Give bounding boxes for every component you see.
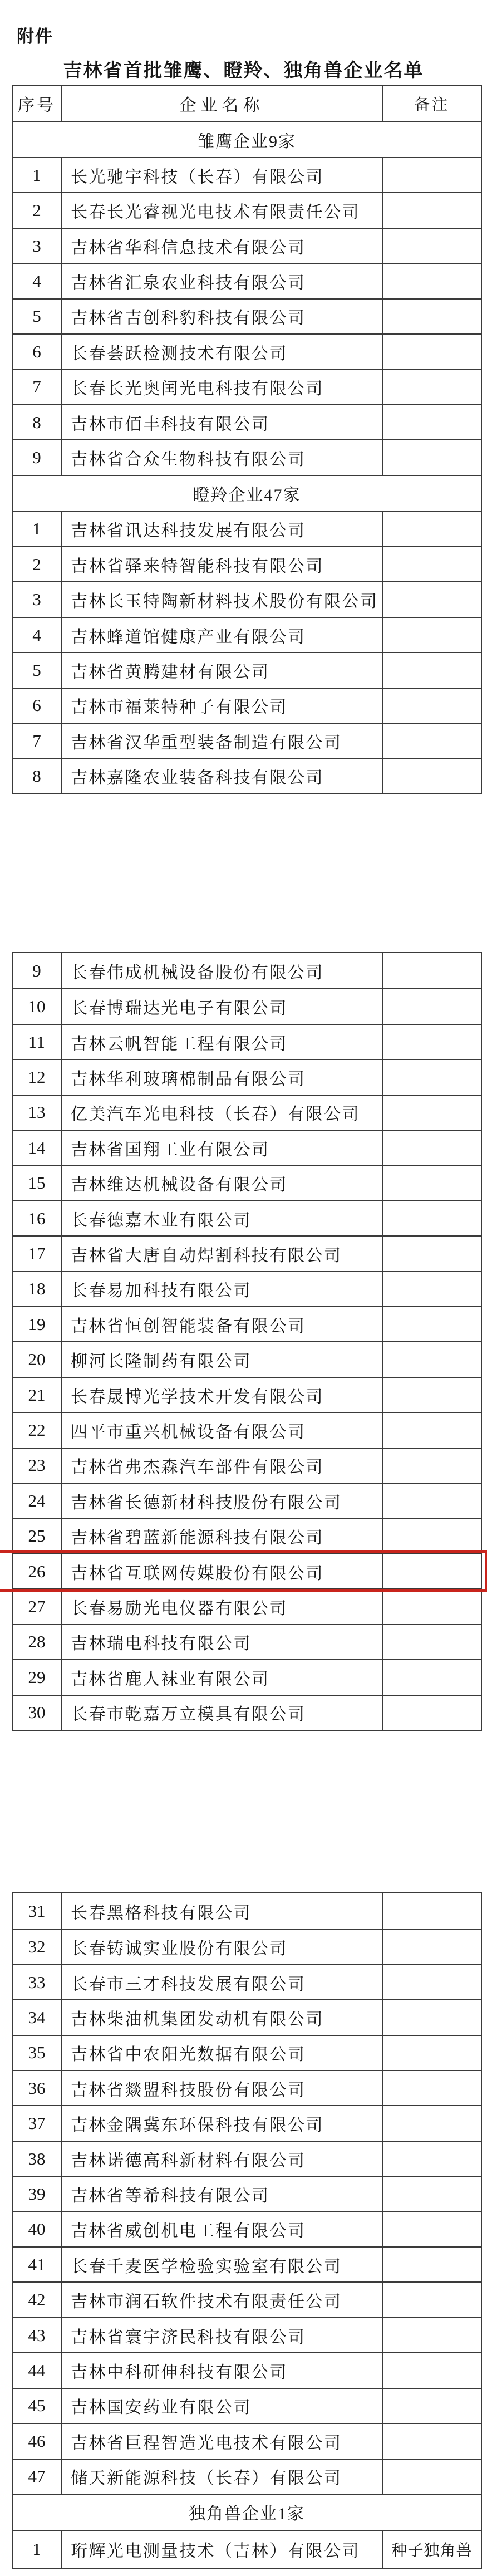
row-index: 39 [28, 2184, 46, 2204]
company-name: 吉林省弗杰森汽车部件有限公司 [61, 1449, 382, 1483]
table-segment [12, 1892, 482, 2569]
row-remark [382, 1378, 481, 1412]
company-name: 吉林省驿来特智能科技有限公司 [61, 547, 382, 581]
table-row [13, 2317, 481, 2352]
row-index: 1 [32, 519, 41, 539]
company-name: 吉林嘉隆农业装备科技有限公司 [61, 759, 382, 793]
row-remark [382, 2036, 481, 2070]
table-row [13, 1271, 481, 1306]
table-row [13, 1130, 481, 1165]
row-remark [382, 582, 481, 616]
table-row [13, 1659, 481, 1694]
company-name: 吉林华利玻璃棉制品有限公司 [61, 1060, 382, 1094]
row-remark [382, 1060, 481, 1094]
row-remark [382, 1272, 481, 1306]
row-remark [382, 724, 481, 758]
row-index: 16 [28, 1208, 46, 1228]
row-remark [382, 689, 481, 723]
company-name: 吉林省大唐自动焊割科技有限公司 [61, 1237, 382, 1270]
row-remark [382, 1166, 481, 1200]
company-name: 长春易加科技有限公司 [61, 1272, 382, 1306]
row-index: 38 [28, 2148, 46, 2168]
table-row [13, 1483, 481, 1518]
company-name: 四平市重兴机械设备有限公司 [61, 1413, 382, 1447]
row-remark [382, 1413, 481, 1447]
company-name: 吉林省等希科技有限公司 [61, 2177, 382, 2211]
row-index: 6 [32, 341, 41, 361]
row-index: 3 [32, 235, 41, 256]
company-name: 吉林省巨程智造光电技术有限公司 [61, 2424, 382, 2458]
table-row [13, 298, 481, 333]
row-index: 3 [32, 590, 41, 610]
company-name: 吉林省讯达科技发展有限公司 [61, 512, 382, 546]
row-index: 17 [28, 1243, 46, 1263]
table-row [13, 688, 481, 723]
company-name: 吉林省吉创科豹科技有限公司 [61, 300, 382, 333]
table-row [13, 1165, 481, 1200]
header-cell-company-name: 企业名称 [61, 86, 382, 121]
table-row [13, 723, 481, 758]
table-row [13, 1024, 481, 1059]
table-row [13, 2141, 481, 2176]
row-index: 8 [32, 412, 41, 432]
table-row [13, 1235, 481, 1270]
table-row [13, 2070, 481, 2105]
row-index: 11 [28, 1032, 45, 1052]
row-index: 29 [28, 1667, 46, 1687]
row-remark [382, 1625, 481, 1659]
table-row [13, 2352, 481, 2387]
row-index: 35 [28, 2043, 46, 2063]
section-header-row [13, 121, 481, 157]
row-remark [382, 2424, 481, 2458]
company-name: 吉林市润石软件技术有限责任公司 [61, 2283, 382, 2317]
row-index: 1 [32, 165, 41, 185]
row-remark [382, 1025, 481, 1059]
row-index: 37 [28, 2113, 46, 2133]
table-row [13, 1059, 481, 1094]
company-name: 长春长光睿视光电技术有限责任公司 [61, 193, 382, 227]
row-remark [382, 1131, 481, 1165]
section-header-row [13, 475, 481, 511]
row-remark: 种子独角兽 [382, 2531, 481, 2568]
row-index: 2 [32, 554, 41, 574]
company-name: 吉林省鹿人袜业有限公司 [61, 1660, 382, 1694]
company-name: 长春市三才科技发展有限公司 [61, 1965, 382, 1999]
row-index: 34 [28, 2007, 46, 2027]
company-name: 吉林省国翔工业有限公司 [61, 1131, 382, 1165]
company-name: 长春易励光电仪器有限公司 [61, 1589, 382, 1623]
table-row [13, 2388, 481, 2423]
row-index: 13 [28, 1102, 46, 1122]
table-row [13, 192, 481, 227]
row-index: 26 [28, 1561, 46, 1581]
table-row [13, 157, 481, 192]
row-remark [382, 2000, 481, 2034]
table-row [13, 546, 481, 581]
company-name: 吉林蜂道馆健康产业有限公司 [61, 618, 382, 652]
row-index: 23 [28, 1455, 46, 1475]
row-remark [382, 300, 481, 333]
row-index: 25 [28, 1526, 46, 1546]
row-index: 14 [28, 1137, 46, 1157]
row-remark [382, 370, 481, 404]
table-row [13, 511, 481, 546]
row-remark [382, 2353, 481, 2387]
row-index: 41 [28, 2254, 46, 2274]
table-row [13, 2459, 481, 2494]
row-remark [382, 1589, 481, 1623]
row-remark [382, 512, 481, 546]
table-row [13, 1624, 481, 1659]
row-index: 40 [28, 2219, 46, 2239]
row-remark [382, 264, 481, 298]
row-index: 30 [28, 1702, 46, 1723]
row-remark [382, 229, 481, 263]
row-index: 9 [32, 960, 41, 980]
row-remark [382, 2177, 481, 2211]
company-name: 吉林省威创机电工程有限公司 [61, 2212, 382, 2246]
row-remark [382, 335, 481, 369]
table-row [13, 369, 481, 404]
table-row [13, 2246, 481, 2281]
row-remark [382, 1893, 481, 1929]
company-name: 珩辉光电测量技术（吉林）有限公司 [61, 2531, 382, 2568]
section-label: 雏鹰企业9家 [198, 132, 296, 151]
row-index: 5 [32, 306, 41, 326]
row-remark [382, 1930, 481, 1964]
row-remark [382, 193, 481, 227]
row-index: 28 [28, 1632, 46, 1652]
row-index: 43 [28, 2325, 46, 2345]
row-index: 1 [32, 2539, 41, 2559]
page-title: 吉林省首批雏鹰、瞪羚、独角兽企业名单 [63, 60, 424, 81]
company-name: 吉林省燚盟科技股份有限公司 [61, 2071, 382, 2105]
table-header-row [13, 86, 481, 121]
row-index: 10 [28, 997, 46, 1017]
company-name: 吉林维达机械设备有限公司 [61, 1166, 382, 1200]
row-index: 24 [28, 1490, 46, 1510]
table-row [13, 2530, 481, 2568]
table-row [13, 1929, 481, 1964]
table-row [13, 1695, 481, 1730]
company-name: 吉林省黄腾建材有限公司 [61, 653, 382, 687]
table-row [13, 988, 481, 1023]
row-index: 31 [28, 1901, 46, 1921]
company-name: 吉林省华科信息技术有限公司 [61, 229, 382, 263]
table-segment [12, 85, 482, 794]
company-name: 吉林省互联网传媒股份有限公司 [61, 1554, 382, 1588]
company-name: 储天新能源科技（长春）有限公司 [61, 2460, 382, 2494]
row-index: 20 [28, 1350, 46, 1370]
company-name: 吉林省长德新材科技股份有限公司 [61, 1484, 382, 1518]
row-remark [382, 989, 481, 1023]
company-name: 长春长光奥闰光电科技有限公司 [61, 370, 382, 404]
company-name: 吉林省恒创智能装备有限公司 [61, 1307, 382, 1341]
company-name: 长光驰宇科技（长春）有限公司 [61, 158, 382, 192]
company-name: 吉林瑞电科技有限公司 [61, 1625, 382, 1659]
row-index: 36 [28, 2078, 46, 2098]
row-index: 7 [32, 377, 41, 397]
table-row [13, 1588, 481, 1623]
row-remark [382, 2106, 481, 2140]
company-name: 吉林国安药业有限公司 [61, 2389, 382, 2423]
row-index: 46 [28, 2431, 46, 2451]
table-row [13, 2423, 481, 2458]
row-index: 2 [32, 200, 41, 220]
header-cell-remark: 备注 [382, 86, 481, 121]
table-row [13, 2211, 481, 2246]
section-label: 瞪羚企业47家 [193, 486, 301, 505]
company-name: 吉林省中农阳光数据有限公司 [61, 2036, 382, 2070]
table-row [13, 2105, 481, 2140]
row-index: 44 [28, 2360, 46, 2380]
company-name: 吉林中科研伸科技有限公司 [61, 2353, 382, 2387]
row-index: 45 [28, 2396, 46, 2416]
row-index: 27 [28, 1597, 46, 1617]
row-index: 32 [28, 1937, 46, 1957]
row-remark [382, 1696, 481, 1730]
table-row [13, 652, 481, 687]
company-name: 长春博瑞达光电子有限公司 [61, 989, 382, 1023]
header-cell-index: 序号 [18, 96, 56, 115]
row-remark [382, 440, 481, 474]
table-row [13, 1377, 481, 1412]
company-name: 吉林市佰丰科技有限公司 [61, 405, 382, 439]
row-index: 47 [28, 2466, 46, 2486]
row-remark [382, 405, 481, 439]
company-name: 长春市乾嘉万立模具有限公司 [61, 1696, 382, 1730]
row-remark [382, 1554, 481, 1588]
row-remark [382, 653, 481, 687]
table-row [13, 2176, 481, 2211]
row-remark [382, 1449, 481, 1483]
table-row [13, 2281, 481, 2317]
company-name: 吉林市福莱特种子有限公司 [61, 689, 382, 723]
row-index: 5 [32, 660, 41, 680]
company-name: 吉林长玉特陶新材料技术股份有限公司 [61, 582, 382, 616]
company-name: 长春千麦医学检验实验室有限公司 [61, 2248, 382, 2281]
table-row [13, 1999, 481, 2034]
row-remark [382, 2283, 481, 2317]
table-row [13, 228, 481, 263]
row-index: 42 [28, 2290, 46, 2310]
row-remark [382, 2460, 481, 2494]
table-row [13, 404, 481, 439]
table-row [13, 1964, 481, 1999]
company-name: 吉林诺德高科新材料有限公司 [61, 2142, 382, 2176]
table-row [13, 1306, 481, 1341]
row-index: 12 [28, 1067, 46, 1087]
row-remark [382, 2248, 481, 2281]
company-name: 长春晟博光学技术开发有限公司 [61, 1378, 382, 1412]
company-name: 吉林省合众生物科技有限公司 [61, 440, 382, 474]
company-name: 长春铸诚实业股份有限公司 [61, 1930, 382, 1964]
row-remark [382, 1096, 481, 1130]
table-row [13, 2035, 481, 2070]
company-name: 吉林云帆智能工程有限公司 [61, 1025, 382, 1059]
row-remark [382, 2389, 481, 2423]
company-name: 吉林金隅冀东环保科技有限公司 [61, 2106, 382, 2140]
row-remark [382, 2071, 481, 2105]
row-index: 18 [28, 1279, 46, 1299]
company-name: 柳河长隆制药有限公司 [61, 1342, 382, 1376]
company-name: 吉林省寰宇济民科技有限公司 [61, 2318, 382, 2352]
company-name: 长春黑格科技有限公司 [61, 1893, 382, 1929]
row-index: 6 [32, 695, 41, 715]
row-remark [382, 1484, 481, 1518]
table-row [13, 758, 481, 793]
table-row [13, 333, 481, 369]
row-index: 33 [28, 1972, 46, 1992]
company-name: 吉林省汉华重型装备制造有限公司 [61, 724, 382, 758]
section-label: 独角兽企业1家 [189, 2505, 305, 2524]
row-index: 8 [32, 766, 41, 786]
table-row [13, 1893, 481, 1929]
row-remark [382, 953, 481, 988]
row-remark [382, 1965, 481, 1999]
table-row [13, 1341, 481, 1376]
table-row [13, 1200, 481, 1235]
row-remark [382, 1342, 481, 1376]
row-remark [382, 2318, 481, 2352]
row-remark [382, 2212, 481, 2246]
table-row [13, 581, 481, 616]
table-row [13, 1518, 481, 1553]
row-index: 21 [28, 1385, 46, 1405]
row-remark [382, 1201, 481, 1235]
row-remark [382, 2142, 481, 2176]
row-remark [382, 1660, 481, 1694]
row-remark [382, 158, 481, 192]
table-row [13, 263, 481, 298]
company-name: 吉林省汇泉农业科技有限公司 [61, 264, 382, 298]
table-row [13, 439, 481, 474]
company-name: 长春德嘉木业有限公司 [61, 1201, 382, 1235]
row-remark [382, 1519, 481, 1553]
company-name: 吉林柴油机集团发动机有限公司 [61, 2000, 382, 2034]
company-name: 亿美汽车光电科技（长春）有限公司 [61, 1096, 382, 1130]
row-index: 4 [32, 625, 41, 645]
table-row [13, 1095, 481, 1130]
row-remark [382, 618, 481, 652]
company-name: 长春荟跃检测技术有限公司 [61, 335, 382, 369]
company-name: 长春伟成机械设备股份有限公司 [61, 953, 382, 988]
row-index: 19 [28, 1314, 46, 1334]
row-remark [382, 547, 481, 581]
row-index: 7 [32, 730, 41, 750]
row-remark [382, 759, 481, 793]
table-row [13, 1412, 481, 1447]
table-row [13, 1448, 481, 1483]
row-remark [382, 1237, 481, 1270]
row-index: 22 [28, 1420, 46, 1440]
table-row [13, 953, 481, 988]
row-remark [382, 1307, 481, 1341]
attachment-label: 附件 [17, 27, 53, 46]
company-name: 吉林省碧蓝新能源科技有限公司 [61, 1519, 382, 1553]
section-header-row [13, 2494, 481, 2530]
table-segment [12, 952, 482, 1731]
table-row [13, 617, 481, 652]
row-index: 4 [32, 271, 41, 291]
table-row-highlighted [13, 1553, 481, 1588]
row-index: 15 [28, 1173, 46, 1193]
row-index: 9 [32, 447, 41, 467]
